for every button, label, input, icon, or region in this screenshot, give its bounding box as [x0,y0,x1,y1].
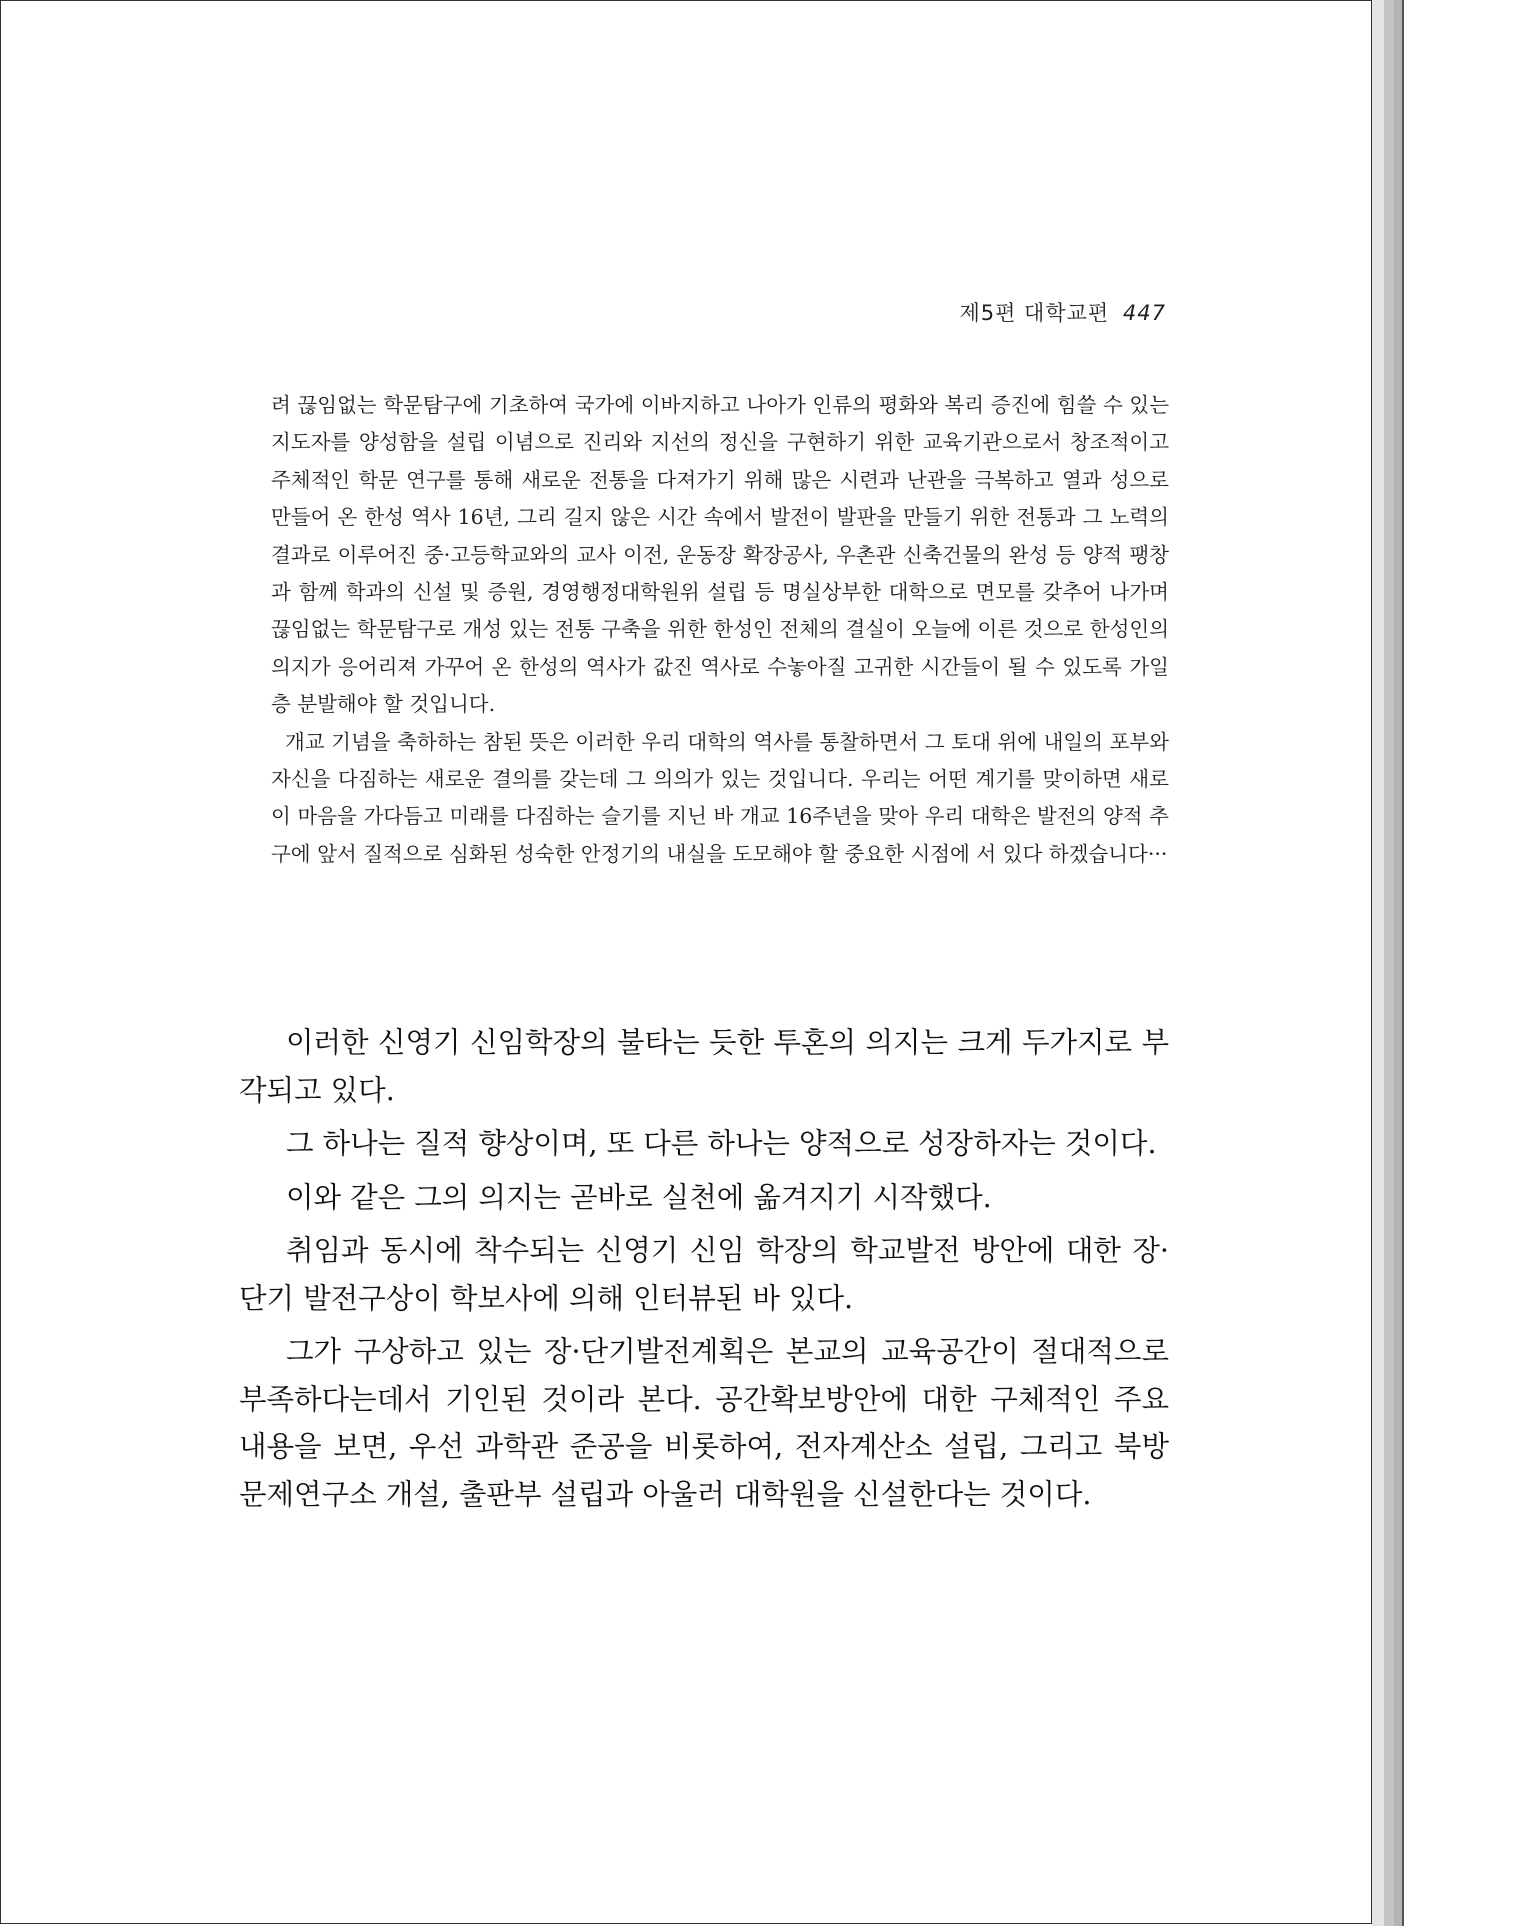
running-header [959,297,1166,327]
body-paragraph: 그 하나는 질적 향상이며, 또 다른 하나는 양적으로 성장하자는 것이다. [286,1127,1157,1160]
page-edge-line [1402,0,1404,1926]
section-title: 제5편 대학교편 [959,301,1110,325]
body-paragraph: 이러한 신영기 신임학장의 불타는 듯한 투혼의 의지는 크게 두가지로 부각되고 있다. [239,1026,1169,1107]
body-text [239,1019,1169,1524]
quote-paragraph: 려 끊임없는 학문탐구에 기초하여 국가에 이바지하고 나아가 인류의 평화와 복리 증진에 힘쓸 수 있는 지도자를 양성함을 설립 이념으로 진리와 지선의 정신을 구현하기 위한 교육기관으로서 창조적이고 주체적인 학문 연구를 통해 새로운 전통을 다져가기 위해 많은 시련과 난관을 극복하고 열과 성으로 만들어 온 한성 역사 16년, 그리 길지 않은 시간 속에서 발전이 발판을 만들기 위한 전통과 그 노력의 결과로 이루어진 중·고등학교와의 교사 이전, 운동장 확장공사, 우촌관 신축건물의 완성 등 양적 팽창과 함께 학과의 신설 및 증원, 경영행정대학원위 설립 등 명실상부한 대학으로 면모를 갖추어 나가며 끊임없는 학문탐구로 개성 있는 전통 구축을 위한 한성인 전체의 결실이 오늘에 이른 것으로 한성인의 의지가 응어리져 가꾸어 온 한성의 역사가 값진 역사로 수놓아질 고귀한 시간들이 될 수 있도록 가일층 분발해야 할 것입니다. [271,393,1169,717]
page-stack-edge [1372,0,1412,1926]
page-number: 447 [1122,301,1166,325]
quoted-address [271,387,1169,873]
body-paragraph: 취임과 동시에 착수되는 신영기 신임 학장의 학교발전 방안에 대한 장· 단기 발전구상이 학보사에 의해 인터뷰된 바 있다. [239,1234,1169,1315]
body-paragraph: 그가 구상하고 있는 장·단기발전계획은 본교의 교육공간이 절대적으로 부족하다는데서 기인된 것이라 본다. 공간확보방안에 대한 구체적인 주요 내용을 보면, 우선 과학관 준공을 비롯하여, 전자계산소 설립, 그리고 북방문제연구소 개설, 출판부 설립과 아울러 대학원을 신설한다는 것이다. [239,1335,1169,1511]
quote-paragraph: 개교 기념을 축하하는 참된 뜻은 이러한 우리 대학의 역사를 통찰하면서 그 토대 위에 내일의 포부와 자신을 다짐하는 새로운 결의를 갖는데 그 의의가 있는 것입니다. 우리는 어떤 계기를 맞이하면 새로이 마음을 가다듬고 미래를 다짐하는 슬기를 지닌 바 개교 16주년을 맞아 우리 대학은 발전의 양적 추구에 앞서 질적으로 심화된 성숙한 안정기의 내실을 도모해야 할 중요한 시점에 서 있다 하겠습니다··· [271,729,1169,866]
body-paragraph: 이와 같은 그의 의지는 곧바로 실천에 옮겨지기 시작했다. [286,1180,992,1214]
